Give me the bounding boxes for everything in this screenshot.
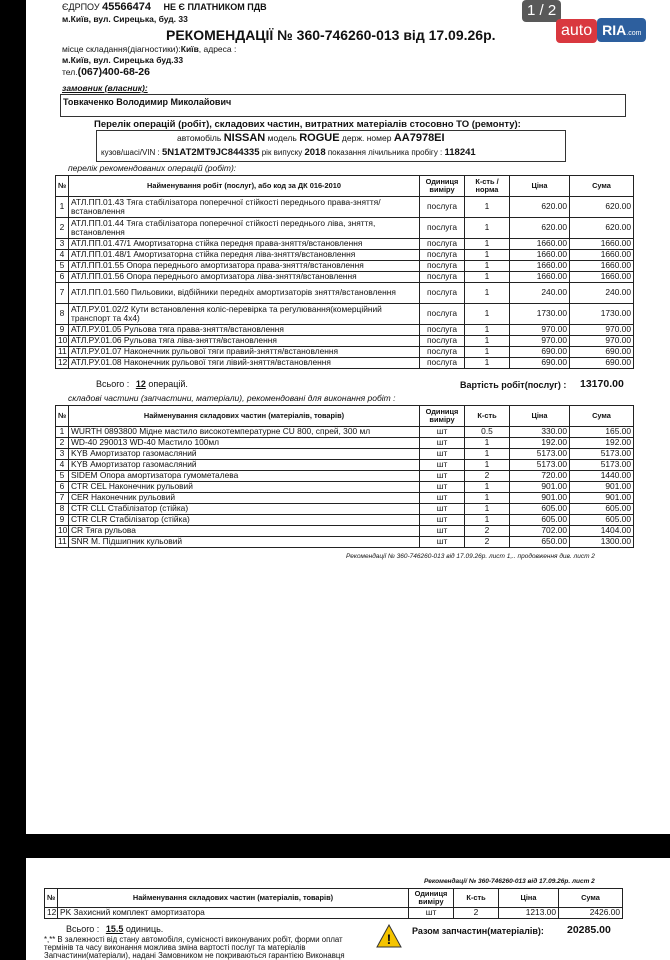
parts-cell-unit: шт [420,526,465,537]
parts-cell-qty: 1 [465,482,510,493]
document-page-2 [26,858,670,960]
page2-col-name: Найменування складових частин (матеріалів, товарів) [58,889,409,908]
parts-cell-price: 720.00 [510,471,570,482]
parts-cell-sum: 192.00 [570,438,634,449]
works-col-price: Ціна [510,176,570,197]
works-cell-number: 12 [56,358,69,369]
works-cell-name: АТЛ.РУ.01.07 Наконечник рульової тяги правий-зняття/встановлення [69,347,420,358]
works-cell-sum: 1660.00 [570,239,634,250]
parts-cell-name: CTR CEL Наконечник рульовий [69,482,420,493]
works-cell-number: 9 [56,325,69,336]
document-title: РЕКОМЕНДАЦІЇ № 360-746260-013 від 17.09.26р. [166,27,496,43]
works-cell-number: 5 [56,261,69,272]
parts-cell-number: 8 [56,504,69,515]
works-cell-qty: 1 [465,261,510,272]
works-table [55,175,634,369]
works-cell-number: 4 [56,250,69,261]
works-cell-price: 690.00 [510,347,570,358]
parts-col-unit: Одиниця виміру [420,406,465,427]
works-cell-name: АТЛ.ПП.01.44 Тяга стабілізатора поперечної стійкості переднього ліва, зняття, встановлення [69,218,420,239]
works-col-qty: К-сть / норма [465,176,510,197]
vehicle-box [96,130,566,162]
page2-parts-cell-unit: шт [409,908,454,919]
phone-line: тел.(067)400-68-26 [62,66,150,78]
works-cell-price: 1660.00 [510,261,570,272]
parts-col-sum: Сума [570,406,634,427]
works-row [56,283,634,304]
works-cell-qty: 1 [465,325,510,336]
works-cell-qty: 1 [465,272,510,283]
works-row [56,239,634,250]
parts-cell-number: 2 [56,438,69,449]
parts-cell-qty: 2 [465,471,510,482]
works-cell-price: 620.00 [510,218,570,239]
works-cell-sum: 1660.00 [570,250,634,261]
works-row [56,218,634,239]
parts-cell-unit: шт [420,504,465,515]
page2-parts-cell-sum: 2426.00 [559,908,623,919]
page2-col-number: № [45,889,58,908]
page2-total-line: Всього : 15.5 одиниць. [66,924,164,934]
works-cell-qty: 1 [465,283,510,304]
works-cell-qty: 1 [465,336,510,347]
parts-row [56,537,634,548]
parts-cell-price: 605.00 [510,504,570,515]
works-cell-sum: 970.00 [570,325,634,336]
works-cell-unit: послуга [420,283,465,304]
parts-cell-unit: шт [420,515,465,526]
parts-col-qty: К-сть [465,406,510,427]
parts-cell-unit: шт [420,493,465,504]
parts-cell-qty: 1 [465,493,510,504]
works-row [56,304,634,325]
customer-box [60,94,626,117]
parts-cell-number: 7 [56,493,69,504]
page2-parts-cell-number: 12 [45,908,58,919]
works-col-sum: Сума [570,176,634,197]
parts-cell-price: 901.00 [510,482,570,493]
page2-col-sum: Сума [559,889,623,908]
works-cell-number: 1 [56,197,69,218]
parts-cell-qty: 1 [465,504,510,515]
parts-cell-name: CR Тяга рульова [69,526,420,537]
page2-col-qty: К-сть [454,889,499,908]
parts-col-price: Ціна [510,406,570,427]
page2-parts-cell-qty: 2 [454,908,499,919]
place-address: м.Київ, вул. Сирецька буд.33 [62,55,184,65]
page2-notes [44,936,345,960]
parts-cell-name: KYB Амортизатор газомасляний [69,460,420,471]
parts-cell-sum: 605.00 [570,504,634,515]
parts-cell-sum: 1440.00 [570,471,634,482]
parts-cell-qty: 2 [465,526,510,537]
parts-cell-name: WURTH 0893800 Мідне мастило високотемпературне CU 800, спрей, 300 мл [69,427,420,438]
works-cell-price: 1730.00 [510,304,570,325]
parts-row [56,504,634,515]
parts-cell-unit: шт [420,449,465,460]
works-cell-name: АТЛ.ПП.01.560 Пильовики, відбійники передніх амортизаторів зняття/встановлення [69,283,420,304]
logo-auto: auto [556,19,597,43]
parts-col-name: Найменування складових частин (матеріалів, товарів) [69,406,420,427]
works-cell-number: 11 [56,347,69,358]
parts-cell-name: CTR CLR Стабілізатор (стійка) [69,515,420,526]
parts-cell-number: 3 [56,449,69,460]
parts-cell-price: 192.00 [510,438,570,449]
autoria-logo [556,18,646,43]
works-cell-price: 1660.00 [510,239,570,250]
parts-cell-name: SIDEM Опора амортизатора гумометалева [69,471,420,482]
works-row [56,336,634,347]
works-cell-name: АТЛ.ПП.01.55 Опора переднього амортизатора права-зняття/встановлення [69,261,420,272]
page2-parts-row [45,908,623,919]
works-cell-unit: послуга [420,358,465,369]
page2-header-note: Рекомендації № 360-746260-013 від 17.09.26р. лист 2 [424,878,595,885]
parts-cell-qty: 1 [465,449,510,460]
page2-parts-cell-price: 1213.00 [499,908,559,919]
warning-icon [376,924,402,948]
works-col-number: № [56,176,69,197]
works-cell-name: АТЛ.РУ.01.02/2 Кути встановлення коліс-перевірка та регулювання(комерційний транспорт та 4х4) [69,304,420,325]
parts-cell-unit: шт [420,537,465,548]
parts-row [56,471,634,482]
parts-cell-number: 5 [56,471,69,482]
works-cell-qty: 1 [465,197,510,218]
parts-row [56,526,634,537]
parts-row [56,427,634,438]
parts-cell-sum: 5173.00 [570,449,634,460]
parts-row [56,515,634,526]
works-row [56,261,634,272]
page2-parts-table [44,888,623,919]
works-cell-price: 1660.00 [510,250,570,261]
page1-footnote: Рекомендації № 360-746260-013 від 17.09.26р. лист 1,.. продовження див. лист 2 [346,553,595,560]
works-cell-number: 10 [56,336,69,347]
parts-cell-qty: 2 [465,537,510,548]
works-cell-unit: послуга [420,347,465,358]
company-address: м.Київ, вул. Сирецька, буд. 33 [62,14,188,24]
works-cell-unit: послуга [420,261,465,272]
works-cell-qty: 1 [465,239,510,250]
works-cell-sum: 1660.00 [570,272,634,283]
works-cost-value: 13170.00 [580,378,624,390]
parts-cell-number: 10 [56,526,69,537]
parts-row [56,438,634,449]
parts-cell-price: 702.00 [510,526,570,537]
page2-parts-sum-label: Разом запчастин(матеріалів): [412,926,544,936]
parts-row [56,482,634,493]
parts-cell-name: CER Наконечник рульовий [69,493,420,504]
parts-cell-sum: 901.00 [570,482,634,493]
vin-line: кузов/шасі/VIN : 5N1AT2MT9JC844335 рік випуску 2018 показання лічильника пробігу : 118241 [101,147,476,158]
works-cell-sum: 620.00 [570,218,634,239]
works-cell-unit: послуга [420,197,465,218]
works-cell-price: 240.00 [510,283,570,304]
customer-name: Товкаченко Володимир Миколайович [63,97,232,107]
parts-cell-number: 1 [56,427,69,438]
vehicle-line: автомобіль NISSAN модель ROGUE держ. номер AA7978EI [177,132,445,144]
parts-cell-name: KYB Амортизатор газомасляний [69,449,420,460]
logo-ria: RIA.com [597,18,646,42]
page2-parts-cell-name: PK Захисний комплект амортизатора [58,908,409,919]
works-cell-price: 970.00 [510,325,570,336]
works-cell-unit: послуга [420,336,465,347]
works-cell-number: 6 [56,272,69,283]
works-cell-name: АТЛ.РУ.01.08 Наконечник рульової тяги лівий-зняття/встановлення [69,358,420,369]
svg-text:!: ! [386,931,392,947]
works-cell-sum: 690.00 [570,347,634,358]
parts-cell-unit: шт [420,427,465,438]
works-cell-unit: послуга [420,218,465,239]
works-cell-sum: 620.00 [570,197,634,218]
works-cell-price: 1660.00 [510,272,570,283]
parts-table [55,405,634,548]
works-cell-price: 970.00 [510,336,570,347]
page-counter: 1 / 2 [522,0,561,22]
parts-cell-unit: шт [420,460,465,471]
parts-cell-sum: 165.00 [570,427,634,438]
works-cell-qty: 1 [465,218,510,239]
page2-header-row [45,889,623,908]
works-cell-unit: послуга [420,304,465,325]
works-cell-price: 620.00 [510,197,570,218]
works-cell-sum: 690.00 [570,358,634,369]
works-cell-qty: 1 [465,304,510,325]
works-row [56,272,634,283]
works-cell-number: 7 [56,283,69,304]
page2-note-line-3: Запчастини(матеріали), надані Замовником не покриваються гарантією Виконавця [44,951,345,960]
works-col-name: Найменування робіт (послуг), або код за ДК 016-2010 [69,176,420,197]
works-row [56,347,634,358]
works-cell-name: АТЛ.ПП.01.48/1 Амортизаторна стійка передня ліва-зняття/встановлення [69,250,420,261]
page2-note-line-1: *,** В залежності від стану автомобіля, сумісності виконуваних робіт, форми оплат [44,935,343,944]
works-cell-qty: 1 [465,347,510,358]
works-cell-unit: послуга [420,250,465,261]
parts-cell-sum: 1300.00 [570,537,634,548]
parts-cell-name: CTR CLL Стабілізатор (стійка) [69,504,420,515]
parts-cell-price: 901.00 [510,493,570,504]
parts-cell-number: 9 [56,515,69,526]
works-row [56,250,634,261]
works-cell-number: 2 [56,218,69,239]
works-cell-unit: послуга [420,272,465,283]
works-cell-name: АТЛ.РУ.01.05 Рульова тяга права-зняття/встановлення [69,325,420,336]
parts-cell-unit: шт [420,482,465,493]
parts-row [56,460,634,471]
place-line: місце складання(діагностики):Київ, адреса : [62,44,237,54]
works-cell-name: АТЛ.ПП.01.47/1 Амортизаторна стійка передня права-зняття/встановлення [69,239,420,250]
parts-cell-number: 6 [56,482,69,493]
works-caption: перелік рекомендованих операцій (робіт): [68,163,237,173]
works-cell-unit: послуга [420,325,465,336]
parts-cell-sum: 5173.00 [570,460,634,471]
parts-cell-sum: 605.00 [570,515,634,526]
works-cell-sum: 1730.00 [570,304,634,325]
parts-cell-price: 5173.00 [510,460,570,471]
works-cell-name: АТЛ.ПП.01.43 Тяга стабілізатора поперечної стійкості переднього права-зняття/встановлення [69,197,420,218]
works-row [56,325,634,336]
parts-row [56,493,634,504]
parts-header-row [56,406,634,427]
works-header-row [56,176,634,197]
parts-cell-name: WD-40 290013 WD-40 Мастило 100мл [69,438,420,449]
works-total-line: Всього : 12 операцій. [96,379,188,389]
parts-row [56,449,634,460]
parts-cell-sum: 901.00 [570,493,634,504]
parts-cell-qty: 0.5 [465,427,510,438]
works-cell-name: АТЛ.РУ.01.06 Рульова тяга ліва-зняття/встановлення [69,336,420,347]
works-row [56,197,634,218]
works-col-unit: Одиниця виміру [420,176,465,197]
works-cell-sum: 240.00 [570,283,634,304]
works-cell-qty: 1 [465,358,510,369]
operations-list-title: Перелік операцій (робіт), складових частин, витратних матеріалів стосовно ТО (ремонту): [94,119,521,130]
page2-col-unit: Одиниця виміру [409,889,454,908]
document-page-1 [26,0,670,834]
parts-cell-qty: 1 [465,460,510,471]
parts-cell-sum: 1404.00 [570,526,634,537]
works-cell-qty: 1 [465,250,510,261]
works-row [56,358,634,369]
works-cell-sum: 1660.00 [570,261,634,272]
parts-cell-number: 11 [56,537,69,548]
parts-cell-name: SNR M. Підшипник кульовий [69,537,420,548]
parts-cell-price: 605.00 [510,515,570,526]
parts-cell-unit: шт [420,438,465,449]
works-cost-label: Вартість робіт(послуг) : [460,380,567,390]
parts-cell-qty: 1 [465,515,510,526]
parts-cell-unit: шт [420,471,465,482]
works-cell-number: 8 [56,304,69,325]
works-cell-name: АТЛ.ПП.01.56 Опора переднього амортизатора ліва-зняття/встановлення [69,272,420,283]
page2-note-line-2: термінів та часу виконання можлива зміна вартості послуг та матеріалів [44,943,306,952]
parts-cell-qty: 1 [465,438,510,449]
parts-caption: складові частини (запчастини, матеріали), рекомендовані для виконання робіт : [68,393,396,403]
parts-col-number: № [56,406,69,427]
works-cell-sum: 970.00 [570,336,634,347]
parts-cell-price: 650.00 [510,537,570,548]
works-cell-price: 690.00 [510,358,570,369]
edrpou-line: ЄДРПОУ 45566474 НЕ Є ПЛАТНИКОМ ПДВ [62,1,267,13]
parts-cell-price: 330.00 [510,427,570,438]
works-cell-number: 3 [56,239,69,250]
customer-label: замовник (власник): [62,83,148,93]
parts-cell-number: 4 [56,460,69,471]
works-cell-unit: послуга [420,239,465,250]
page2-col-price: Ціна [499,889,559,908]
parts-cell-price: 5173.00 [510,449,570,460]
page2-parts-sum-value: 20285.00 [567,924,611,936]
